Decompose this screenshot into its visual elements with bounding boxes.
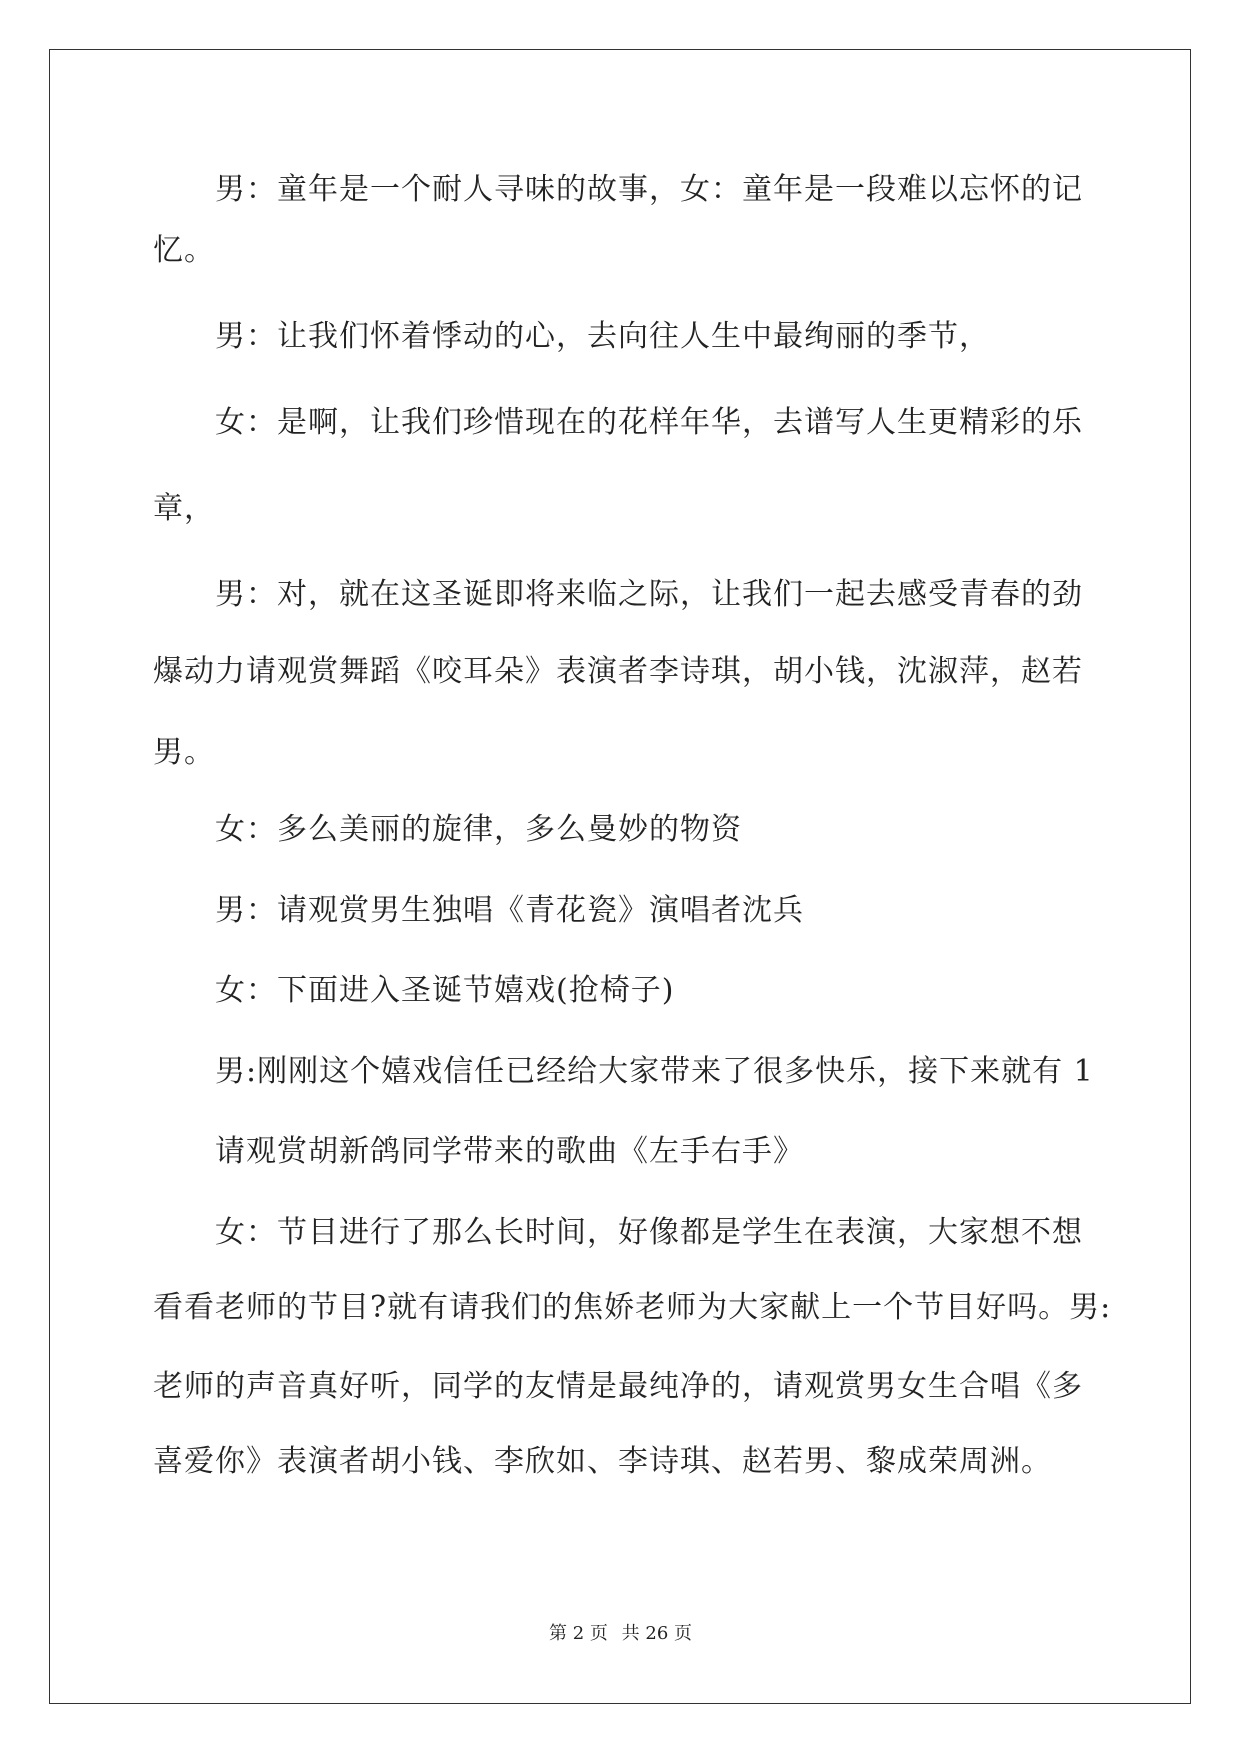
text-line: 女：节目进行了那么长时间，好像都是学生在表演，大家想不想 <box>215 1215 1083 1250</box>
text-line: 章， <box>153 491 215 526</box>
text-line: 请观赏胡新鸽同学带来的歌曲《左手右手》 <box>215 1134 804 1169</box>
text-line: 女：是啊，让我们珍惜现在的花样年华，去谱写人生更精彩的乐 <box>215 405 1083 440</box>
text-line: 男：让我们怀着悸动的心，去向往人生中最绚丽的季节， <box>215 319 990 354</box>
text-line: 女：下面进入圣诞节嬉戏(抢椅子) <box>215 973 675 1008</box>
text-line: 男：对，就在这圣诞即将来临之际，让我们一起去感受青春的劲 <box>215 577 1083 612</box>
text-line: 男：童年是一个耐人寻味的故事，女：童年是一段难以忘怀的记 <box>215 172 1083 207</box>
page-number: 第 2 页 <box>549 1623 608 1644</box>
total-pages: 共 26 页 <box>621 1623 692 1644</box>
text-line: 女：多么美丽的旋律，多么曼妙的物资 <box>215 812 742 847</box>
text-line: 男:刚刚这个嬉戏信任已经给大家带来了很多快乐，接下来就有 1 <box>215 1054 1094 1089</box>
text-line: 忆。 <box>153 233 215 268</box>
text-line: 老师的声音真好听，同学的友情是最纯净的，请观赏男女生合唱《多 <box>153 1369 1083 1404</box>
text-line: 爆动力请观赏舞蹈《咬耳朵》表演者李诗琪，胡小钱，沈淑萍，赵若 <box>153 654 1083 689</box>
page-footer <box>0 1623 1241 1645</box>
text-line: 男。 <box>153 735 215 770</box>
text-line: 喜爱你》表演者胡小钱、李欣如、李诗琪、赵若男、黎成荣周洲。 <box>153 1444 1052 1479</box>
text-line: 男：请观赏男生独唱《青花瓷》演唱者沈兵 <box>215 893 804 928</box>
text-line: 看看老师的节目?就有请我们的焦娇老师为大家献上一个节目好吗。男: <box>153 1290 1112 1325</box>
